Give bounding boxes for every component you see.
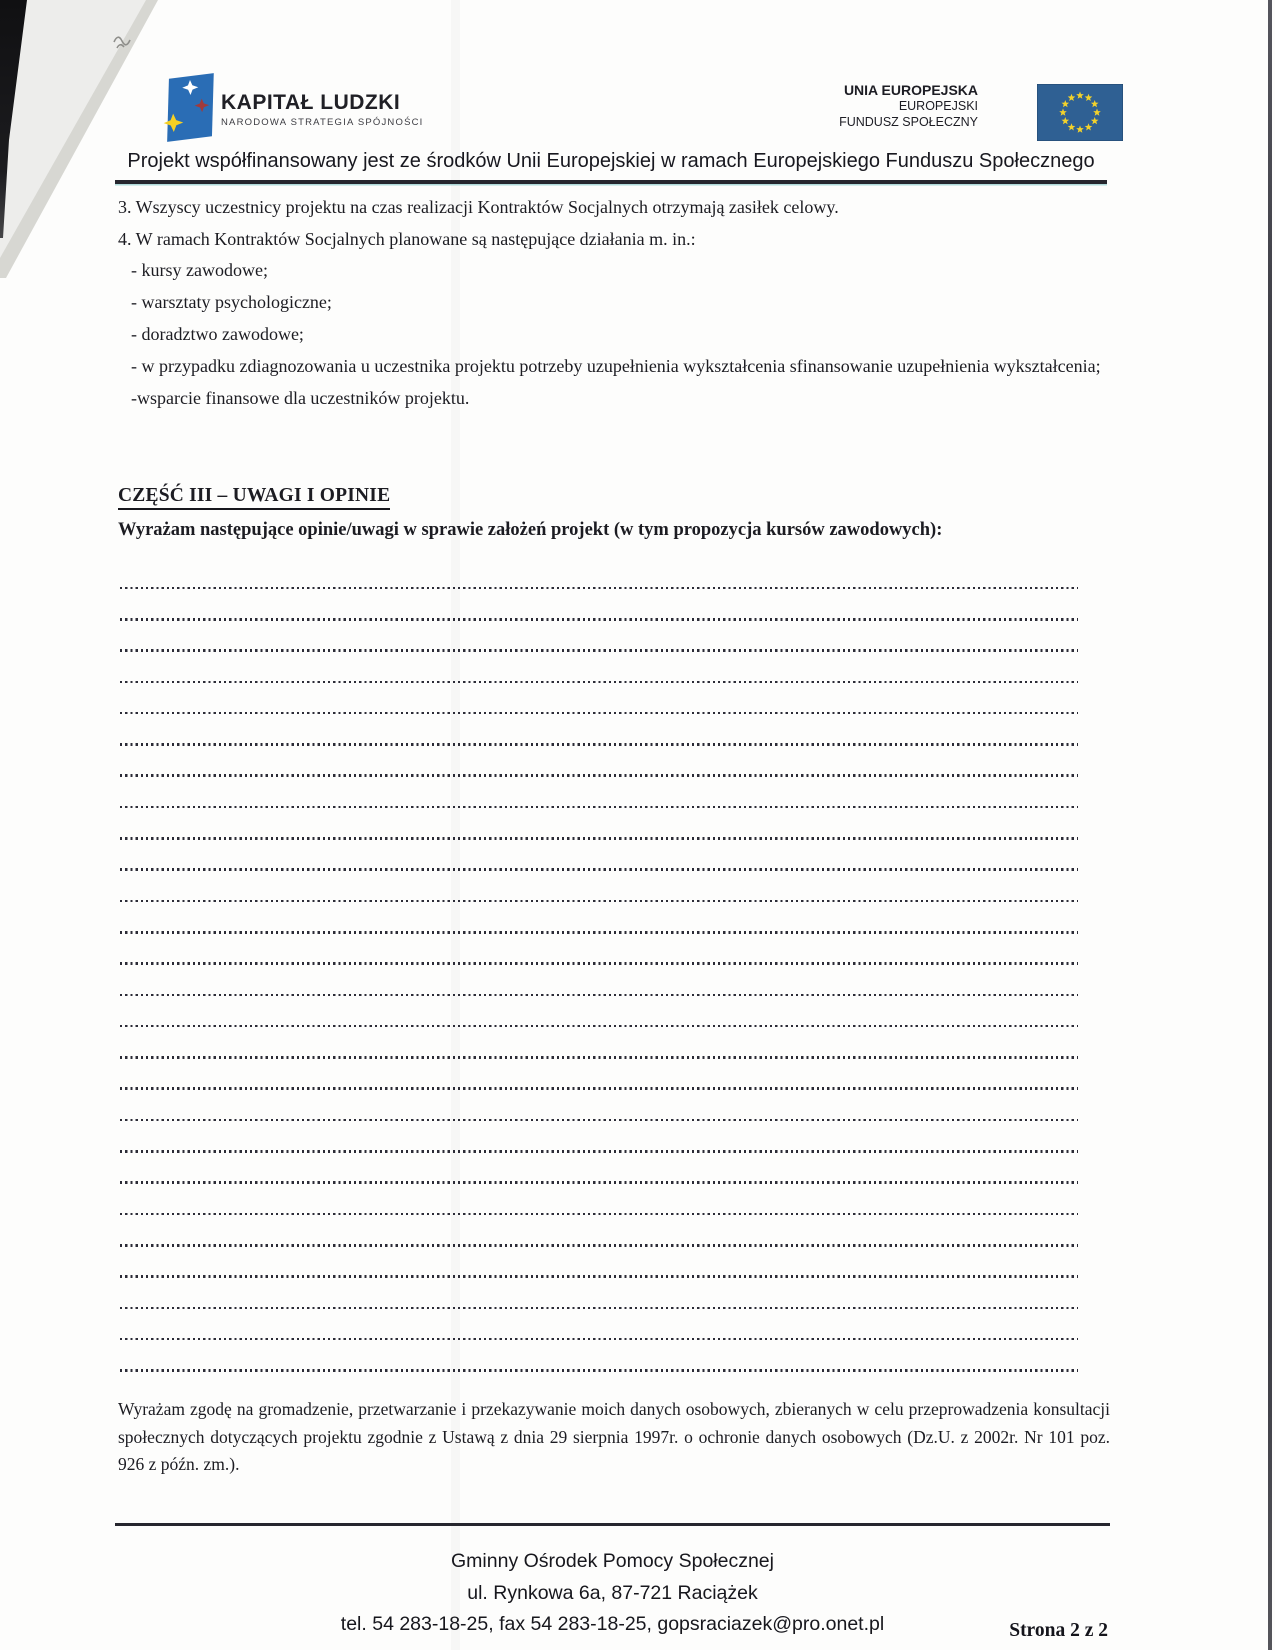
bullet-item: -wsparcie finansowe dla uczestników projektu. — [131, 388, 470, 408]
answer-line — [120, 591, 1078, 622]
answer-line — [120, 716, 1078, 747]
eu-label-line3: FUNDUSZ SPOŁECZNY — [839, 114, 978, 129]
answer-line — [120, 685, 1078, 716]
answer-line — [120, 936, 1078, 967]
funding-note: Projekt współfinansowany jest ze środków Unii Europejskiej w ramach Europejskiego Funduszu Społecznego — [127, 150, 1095, 172]
answer-line — [120, 998, 1078, 1029]
answer-line — [120, 967, 1078, 998]
answer-line — [120, 623, 1078, 654]
answer-line — [120, 1342, 1078, 1373]
answer-line — [120, 748, 1078, 779]
page-number-label: Strona 2 z 2 — [1009, 1620, 1108, 1641]
kapital-ludzki-logo-icon — [162, 73, 224, 145]
section-heading: CZĘŚĆ III – UWAGI I OPINIE — [118, 485, 390, 510]
bullet-item: - w przypadku zdiagnozowania u uczestnika projektu potrzeby uzupełnienia wykształcenia sfinansowanie uzupełnienia wykształcenia; — [131, 356, 1101, 376]
answer-line — [120, 1280, 1078, 1311]
scan-right-edge-line — [1268, 0, 1272, 1650]
answer-line — [120, 1155, 1078, 1186]
footer-rule — [115, 1523, 1110, 1526]
kapital-ludzki-title: KAPITAŁ LUDZKI — [221, 91, 401, 114]
answer-line — [120, 1217, 1078, 1248]
header-rule — [115, 180, 1107, 184]
footer-contact: tel. 54 283-18-25, fax 54 283-18-25, gopsraciazek@pro.onet.pl — [340, 1613, 885, 1635]
eu-label-line2: EUROPEJSKI — [898, 99, 978, 113]
answer-line — [120, 842, 1078, 873]
answer-line — [120, 654, 1078, 685]
answer-line — [120, 560, 1078, 591]
answer-line — [120, 1123, 1078, 1154]
eu-label-line1: UNIA EUROPEJSKA — [843, 82, 978, 98]
answer-line — [120, 1186, 1078, 1217]
bullet-item: - kursy zawodowe; — [131, 260, 268, 280]
answer-line — [120, 810, 1078, 841]
answer-line — [120, 779, 1078, 810]
footer-address: ul. Rynkowa 6a, 87-721 Raciążek — [467, 1581, 758, 1604]
answer-line — [120, 1249, 1078, 1280]
numbered-item-4: 4. W ramach Kontraktów Socjalnych planowane są następujące działania m. in.: — [118, 229, 696, 249]
bullet-item: - doradztwo zawodowe; — [131, 324, 304, 344]
footer-org-name: Gminny Ośrodek Pomocy Społecznej — [451, 1550, 774, 1572]
bullet-item: - warsztaty psychologiczne; — [131, 292, 332, 312]
kapital-ludzki-subtitle: NARODOWA STRATEGIA SPÓJNOŚCI — [221, 117, 424, 128]
opinion-prompt: Wyrażam następujące opinie/uwagi w sprawie założeń projekt (w tym propozycja kursów zawodowych): — [118, 520, 943, 540]
answer-line — [120, 904, 1078, 935]
answer-line — [120, 1092, 1078, 1123]
answer-line — [120, 1311, 1078, 1342]
answer-line — [120, 873, 1078, 904]
numbered-item-3: 3. Wszyscy uczestnicy projektu na czas realizacji Kontraktów Socjalnych otrzymają zasiłek celowy. — [118, 197, 839, 217]
consent-paragraph: Wyrażam zgodę na gromadzenie, przetwarzanie i przekazywanie moich danych osobowych, zbieranych w celu przeprowadzenia konsultacji społecznych dotyczących projektu zgodnie z Ustawą z dnia 29 sierpnia 1997r. o ochronie danych osobowych (Dz.U. z 2002r. Nr 101 poz. 926 z późn. zm.). — [118, 1399, 1110, 1474]
eu-flag-icon — [1037, 84, 1123, 141]
actions-bullet-list — [131, 254, 1110, 414]
pencil-scribble-mark — [110, 28, 140, 54]
answer-line — [120, 1029, 1078, 1060]
answer-lines — [120, 560, 1078, 1374]
answer-line — [120, 1061, 1078, 1092]
